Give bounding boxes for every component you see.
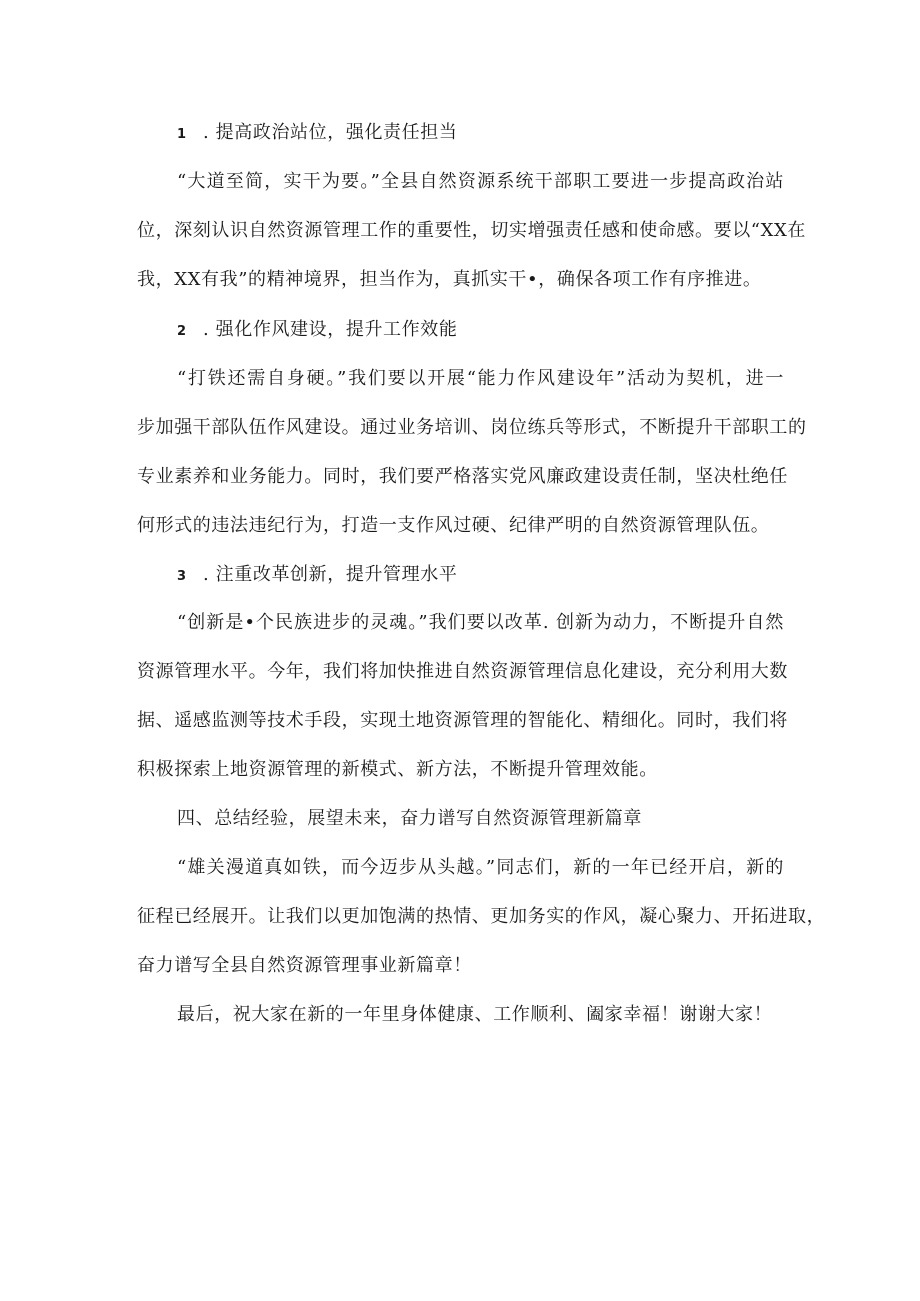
paragraph-line: 据、遥感监测等技术手段，实现土地资源管理的智能化、精细化。同时，我们将 bbox=[137, 710, 788, 731]
paragraph-line: “创新是•个民族进步的灵魂。”我们要以改革. 创新为动力，不断提升自然 bbox=[177, 612, 784, 633]
section-heading bbox=[177, 120, 457, 148]
section-title: . 强化作风建设，提升工作效能 bbox=[203, 319, 458, 340]
paragraph-line: 步加强干部队伍作风建设。通过业务培训、岗位练兵等形式，不断提升干部职工的 bbox=[137, 417, 807, 438]
section-heading bbox=[177, 317, 457, 345]
paragraph-line: 专业素养和业务能力。同时，我们要严格落实党风廉政建设责任制，坚决杜绝任 bbox=[137, 466, 788, 487]
section-title: . 注重改革创新，提升管理水平 bbox=[203, 564, 458, 585]
paragraph-line: 积极探索上地资源管理的新模式、新方法，不断提升管理效能。 bbox=[137, 759, 658, 780]
section-number: 2 bbox=[177, 324, 187, 339]
section-heading bbox=[177, 562, 457, 590]
paragraph-line: 征程已经展开。让我们以更加饱满的热情、更加务实的作风，凝心聚力、开拓进取， bbox=[137, 906, 826, 927]
paragraph-line: 资源管理水平。今年，我们将加快推进自然资源管理信息化建设，充分利用大数 bbox=[137, 661, 788, 682]
chapter-heading: 四、总结经验，展望未来，奋力谱写自然资源管理新篇章 bbox=[177, 808, 642, 829]
paragraph-line: 奋力谱写全县自然资源管理事业新篇章！ bbox=[137, 955, 472, 976]
paragraph-line: 我，XX有我”的精神境界，担当作为，真抓实干•，确保各项工作有序推进。 bbox=[137, 269, 762, 290]
section-number: 1 bbox=[177, 127, 187, 142]
section-number: 3 bbox=[177, 569, 187, 584]
paragraph-line: 位，深刻认识自然资源管理工作的重要性，切实增强责任感和使命感。要以“XX在 bbox=[137, 220, 807, 241]
section-title: . 提高政治站位，强化责任担当 bbox=[203, 122, 458, 143]
paragraph-line: “雄关漫道真如铁，而今迈步从头越。”同志们，新的一年已经开启，新的 bbox=[177, 857, 784, 878]
paragraph-line: 何形式的违法违纪行为，打造一支作风过硬、纪律严明的自然资源管理队伍。 bbox=[137, 515, 770, 536]
paragraph-line: “打铁还需自身硬。”我们要以开展“能力作风建设年”活动为契机，进一 bbox=[177, 368, 784, 389]
closing-line: 最后，祝大家在新的一年里身体健康、工作顺利、阖家幸福！谢谢大家！ bbox=[177, 1004, 773, 1025]
paragraph-line: “大道至简，实干为要。”全县自然资源系统干部职工要进一步提高政治站 bbox=[177, 171, 784, 192]
